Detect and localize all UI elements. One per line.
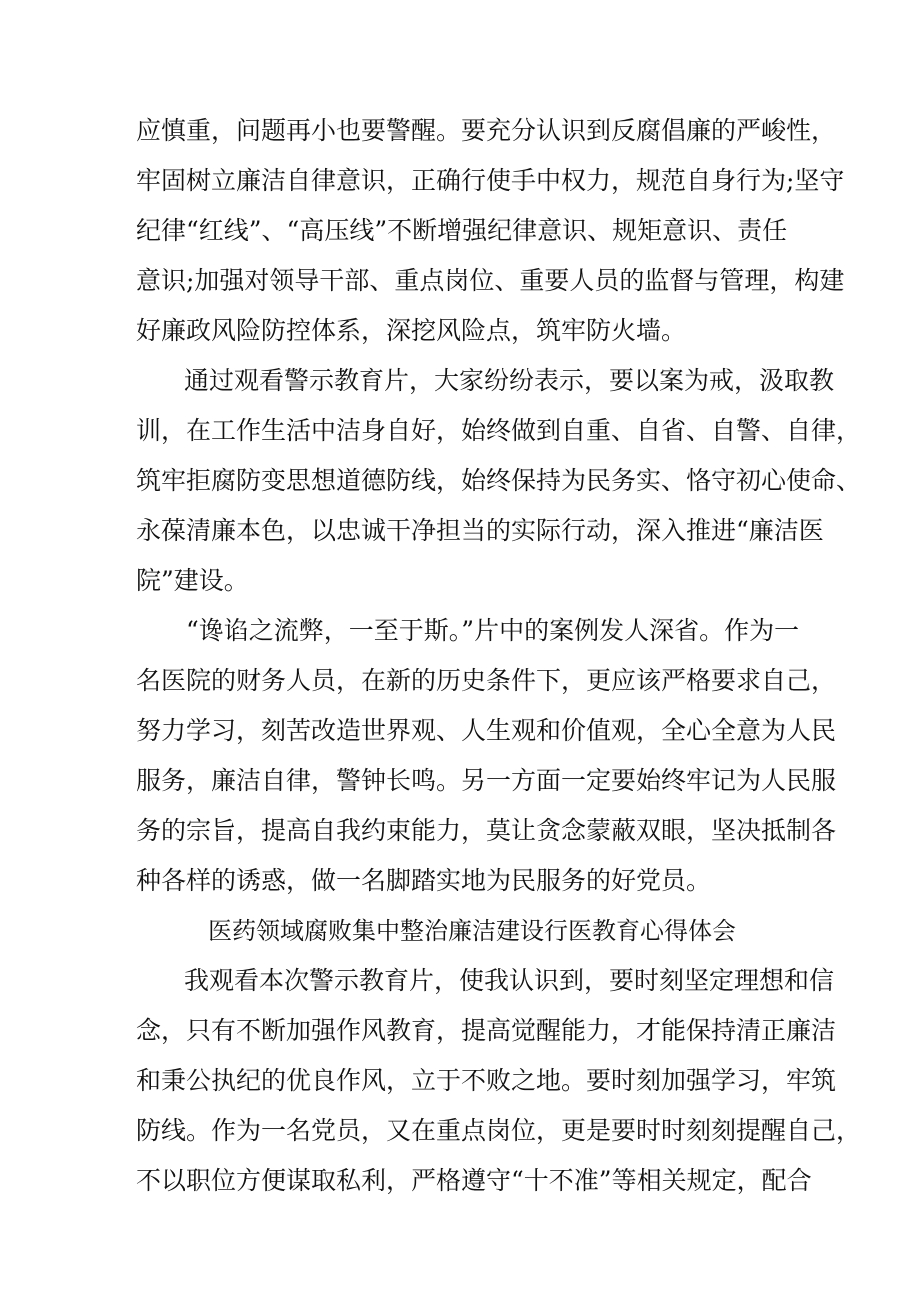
paragraph-2-start: 通过观看警示教育片，大家纷纷表示，要以案为戒，汲取教	[184, 366, 835, 395]
section-heading: 医药领域腐败集中整治廉洁建设行医教育心得体会	[208, 917, 736, 945]
text-line-19: 念，只有不断加强作风教育，提高觉醒能力，才能保持清正廉洁	[136, 1016, 837, 1045]
text-line-21: 防线。作为一名党员，又在重点岗位，更是要时时刻刻提醒自己，	[136, 1116, 862, 1145]
text-line-13: 努力学习，刻苦改造世界观、人生观和价值观，全心全意为人民	[136, 716, 837, 745]
text-line-14: 服务，廉洁自律，警钟长鸣。另一方面一定要始终牢记为人民服	[136, 766, 837, 795]
text-line-22: 不以职位方便谋取私利，严格遵守“十不准”等相关规定，配合	[136, 1166, 812, 1195]
text-line-1: 应慎重，问题再小也要警醒。要充分认识到反腐倡廉的严峻性，	[136, 116, 837, 145]
text-line-10: 院”建设。	[136, 566, 249, 595]
text-line-8: 筑牢拒腐防变思想道德防线，始终保持为民务实、恪守初心使命、	[136, 466, 862, 495]
text-line-20: 和秉公执纪的优良作风，立于不败之地。要时刻加强学习，牢筑	[136, 1066, 837, 1095]
text-line-15: 务的宗旨，提高自我约束能力，莫让贪念蒙蔽双眼，坚决抵制各	[136, 816, 837, 845]
text-line-9: 永葆清廉本色，以忠诚干净担当的实际行动，深入推进“廉洁医	[136, 516, 824, 545]
paragraph-4-start: 我观看本次警示教育片，使我认识到，要时刻坚定理想和信	[184, 966, 835, 995]
text-line-2: 牢固树立廉洁自律意识，正确行使手中权力，规范自身行为;坚守	[136, 166, 845, 195]
text-line-7: 训，在工作生活中洁身自好，始终做到自重、自省、自警、自律，	[136, 416, 862, 445]
text-line-5: 好廉政风险防控体系，深挖风险点，筑牢防火墙。	[136, 316, 687, 345]
text-line-4: 意识;加强对领导干部、重点岗位、重要人员的监督与管理，构建	[136, 266, 845, 295]
text-line-3: 纪律“红线”、“高压线”不断增强纪律意识、规矩意识、责任	[136, 216, 788, 245]
paragraph-3-start: “谗谄之流弊，一至于斯。”片中的案例发人深省。作为一	[186, 616, 800, 645]
text-line-12: 名医院的财务人员，在新的历史条件下，更应该严格要求自己，	[136, 666, 837, 695]
text-line-16: 种各样的诱惑，做一名脚踏实地为民服务的好党员。	[136, 866, 712, 895]
